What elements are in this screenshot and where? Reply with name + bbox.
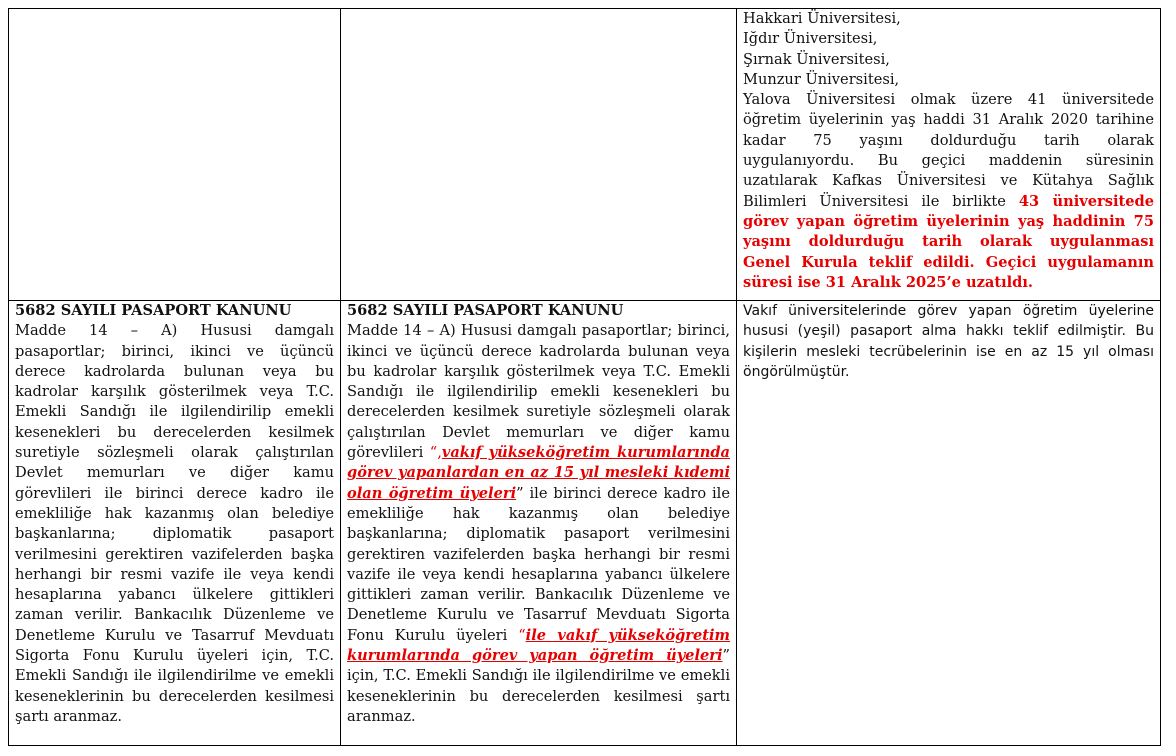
explanation-text: Yalova Üniversitesi olmak üzere 41 üniversitede öğretim üyelerinin yaş haddi 31 Aralık 2020 tarihine kadar 75 yaşını doldurduğu tarih olarak uygulanıyordu. Bu geçici maddenin süresinin uzatılarak Kafkas Üniversitesi ve Kütahya Sağlık Bilimleri Üniversitesi ile birlikte <box>743 91 1154 210</box>
cell-university-explanation <box>737 9 1161 301</box>
comparison-table-page <box>8 8 1160 745</box>
university-line: Munzur Üniversitesi, <box>743 70 900 88</box>
quote-mark: “, <box>429 444 442 462</box>
law-heading: 5682 SAYILI PASAPORT KANUNU <box>347 302 624 319</box>
law-heading: 5682 SAYILI PASAPORT KANUNU <box>15 302 292 319</box>
university-line: Iğdır Üniversitesi, <box>743 30 878 48</box>
cell-proposal-empty <box>341 9 737 301</box>
proposed-text-part: için, T.C. Emekli Sandığı ile ilgilendirilme ve emekli keseneklerinin bu derecelerden kesilmesi şartı aranmaz. <box>347 667 730 725</box>
quote-mark: ” <box>722 647 730 665</box>
law-article-text: Madde 14 – A) Hususi damgalı pasaportlar; birinci, ikinci ve üçüncü derece kadrolarda bulunan veya bu kadrolar karşılık gösterilmek veya T.C. Emekli Sandığı ile ilgilendirilip emekli kesenekleri bu derecelerden kesilmek suretiyle sözleşmeli olarak çalıştırılan Devlet memurları ve diğer kamu görevlileri ile birinci derece kadro ile emekliliğe hak kazanmış olan belediye başkanlarına; diplomatik pasaport verilmesini gerektiren vazifelerden başka herhangi bir resmi vazife ile veya kendi hesaplarına yabancı ülkelere gittikleri zaman verilir. Bankacılık Düzenleme ve Denetleme Kurulu ve Tasarruf Mevduatı Sigorta Fonu Kurulu üyeleri için, T.C. Emekli Sandığı ile ilgilendirilme ve emekli keseneklerinin bu derecelerden kesilmesi şartı aranmaz. <box>15 322 334 725</box>
explanation-highlight: 43 üniversitede görev yapan öğretim üyelerinin yaş haddinin 75 yaşını doldurduğu tarih olarak uygulanması Genel Kurula teklif edildi. Geçici uygulamanın süresi ise 31 Aralık 2025’e uzatıldı. <box>743 192 1154 291</box>
table-row <box>9 9 1161 301</box>
proposed-amendment-highlight: ile vakıf yükseköğretim kurumlarında görev yapan öğretim üyeleri <box>347 626 731 665</box>
cell-passport-explanation <box>737 301 1161 746</box>
university-line: Hakkari Üniversitesi, <box>743 10 901 27</box>
cell-current-law-empty <box>9 9 341 301</box>
passport-explanation-text: Vakıf üniversitelerinde görev yapan öğretim üyelerine hususi (yeşil) pasaport alma hakkı teklif edilmiştir. Bu kişilerin mesleki tecrübelerinin ise en az 15 yıl olması öngörülmüştür. <box>743 303 1154 380</box>
cell-proposed-law <box>341 301 737 746</box>
proposed-text-part: Madde 14 – A) Hususi damgalı pasaportlar; birinci, ikinci ve üçüncü derece kadrolarda bulunan veya bu kadrolar karşılık gösterilmek veya T.C. Emekli Sandığı ile ilgilendirilip emekli kesenekleri bu derecelerden kesilmek suretiyle sözleşmeli olarak çalıştırılan Devlet memurları ve diğer kamu görevlileri <box>347 322 730 462</box>
proposed-article-text <box>347 321 730 727</box>
explanation-paragraph <box>743 90 1154 293</box>
university-line: Şırnak Üniversitesi, <box>743 50 890 68</box>
proposed-amendment-highlight: vakıf yükseköğretim kurumlarında görev yapanlardan en az 15 yıl mesleki kıdemi olan öğretim üyeleri <box>347 444 730 502</box>
cell-current-law <box>9 301 341 746</box>
comparison-table <box>8 8 1161 746</box>
proposed-text-part: ile birinci derece kadro ile emekliliğe hak kazanmış olan belediye başkanlarına; diplomatik pasaport verilmesini gerektiren vazifelerden başka herhangi bir resmi vazife ile veya kendi hesaplarına yabancı ülkelere gittikleri zaman verilir. Bankacılık Düzenleme ve Denetleme Kurulu ve Tasarruf Mevduatı Sigorta Fonu Kurulu üyeleri <box>347 484 730 644</box>
quote-mark: “ <box>518 626 526 644</box>
quote-mark: ” <box>516 484 524 502</box>
table-row <box>9 301 1161 746</box>
